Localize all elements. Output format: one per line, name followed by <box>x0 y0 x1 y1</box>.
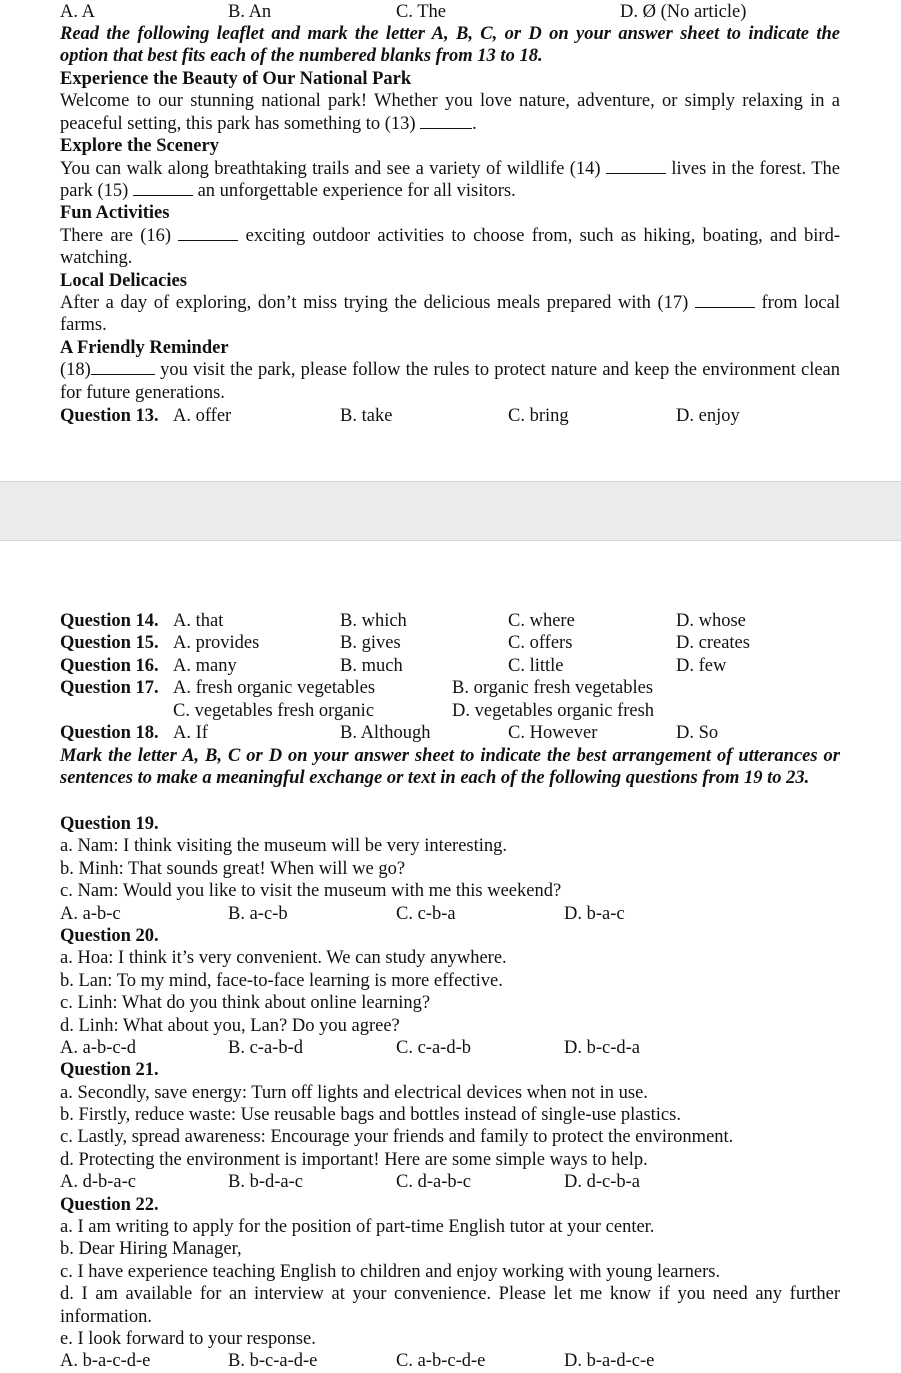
option-a[interactable]: A. d-b-a-c <box>60 1172 137 1193</box>
option-c[interactable]: C. The <box>396 2 447 22</box>
blank-18 <box>91 360 155 375</box>
leaflet <box>60 68 840 404</box>
questions-14-18 <box>60 610 840 744</box>
question-label: Question 18. <box>60 722 159 743</box>
leaflet-intro: Welcome to our stunning national park! Whether you love nature, adventure, or simply relaxing in a peaceful setting, this park has something to (13) . <box>60 91 840 134</box>
option-d[interactable]: D. d-c-b-a <box>564 1172 641 1193</box>
q21-line-d: d. Protecting the environment is important! Here are some simple ways to help. <box>60 1149 648 1170</box>
option-a[interactable]: A. many <box>173 655 237 676</box>
question-21-label: Question 21. <box>60 1060 159 1081</box>
question-17 <box>60 677 840 699</box>
option-c[interactable]: C. c-a-d-b <box>396 1037 471 1058</box>
option-c[interactable]: C. However <box>508 722 598 743</box>
option-c[interactable]: C. bring <box>508 406 569 426</box>
q20-line-d: d. Linh: What about you, Lan? Do you agree? <box>60 1015 400 1036</box>
option-d[interactable]: D. Ø (No article) <box>620 2 747 22</box>
option-a[interactable]: A. offer <box>173 406 232 426</box>
option-c[interactable]: C. vegetables fresh organic <box>173 700 375 721</box>
option-a[interactable]: A. provides <box>173 633 260 654</box>
question-18 <box>60 722 840 744</box>
blank-13 <box>420 114 472 129</box>
question-22-label: Question 22. <box>60 1194 159 1215</box>
leaflet-fun: There are (16) exciting outdoor activities to choose from, such as hiking, boating, and bird-watching. <box>60 225 840 269</box>
q21-line-b: b. Firstly, reduce waste: Use reusable bags and bottles instead of single-use plastics. <box>60 1105 681 1126</box>
question-label: Question 17. <box>60 678 159 699</box>
leaflet-reminder: (18) you visit the park, please follow the rules to protect nature and keep the environment clean for future generations. <box>60 360 840 403</box>
question-20-label: Question 20. <box>60 925 159 946</box>
q22-line-c: c. I have experience teaching English to children and enjoy working with young learners. <box>60 1261 721 1282</box>
question-14 <box>60 610 840 632</box>
option-b[interactable]: B. which <box>340 611 407 631</box>
q19-line-b: b. Minh: That sounds great! When will we go? <box>60 858 406 879</box>
question-label: Question 13. <box>60 406 159 426</box>
prev-question-options <box>60 1 840 23</box>
question-label: Question 14. <box>60 611 159 631</box>
option-b[interactable]: B. An <box>228 2 272 22</box>
q20-line-c: c. Linh: What do you think about online learning? <box>60 993 431 1014</box>
option-d[interactable]: D. vegetables organic fresh <box>452 700 655 721</box>
instruction-13-18: Read the following leaflet and mark the letter A, B, C, or D on your answer sheet to indicate the option that best fits each of the numbered blanks from 13 to 18. <box>60 24 840 67</box>
question-label: Question 15. <box>60 633 159 654</box>
option-b[interactable]: B. much <box>340 655 403 676</box>
option-a[interactable]: A. If <box>173 722 208 743</box>
question-17-row2 <box>60 700 840 722</box>
option-d[interactable]: D. creates <box>676 633 750 654</box>
question-16 <box>60 655 840 677</box>
heading-scenery: Explore the Scenery <box>60 136 219 157</box>
option-d[interactable]: D. So <box>676 722 719 743</box>
option-a[interactable]: A. fresh organic vegetables <box>173 678 376 699</box>
question-21-options <box>60 1171 840 1193</box>
option-a[interactable]: A. A <box>60 2 95 22</box>
option-d[interactable]: D. b-c-d-a <box>564 1037 641 1058</box>
option-d[interactable]: D. whose <box>676 611 746 631</box>
leaflet-title: Experience the Beauty of Our National Park <box>60 69 412 89</box>
question-22-options <box>60 1350 840 1372</box>
option-c[interactable]: C. where <box>508 611 575 631</box>
option-c[interactable]: C. a-b-c-d-e <box>396 1351 486 1372</box>
instruction-19-23: Mark the letter A, B, C or D on your answer sheet to indicate the best arrangement of utterances or sentences to make a meaningful exchange or text in each of the following questions from 19 to 23. <box>60 746 840 789</box>
option-d[interactable]: D. b-a-c <box>564 903 625 924</box>
heading-local: Local Delicacies <box>60 270 187 291</box>
option-a[interactable]: A. a-b-c-d <box>60 1037 137 1058</box>
q20-line-a: a. Hoa: I think it’s very convenient. We can study anywhere. <box>60 948 507 969</box>
option-b[interactable]: B. b-c-a-d-e <box>228 1351 318 1372</box>
blank-14 <box>606 159 666 174</box>
option-b[interactable]: B. gives <box>340 633 401 654</box>
option-a[interactable]: A. that <box>173 611 224 631</box>
option-b[interactable]: B. b-d-a-c <box>228 1172 303 1193</box>
page-break <box>0 481 901 541</box>
q21-line-a: a. Secondly, save energy: Turn off lights and electrical devices when not in use. <box>60 1082 648 1103</box>
questions-19-22 <box>60 813 840 1373</box>
q21-line-c: c. Lastly, spread awareness: Encourage your friends and family to protect the environment. <box>60 1127 734 1148</box>
option-a[interactable]: A. a-b-c <box>60 903 121 924</box>
option-a[interactable]: A. b-a-c-d-e <box>60 1351 151 1372</box>
q22-line-d: d. I am available for an interview at your convenience. Please let me know if you need any further information. <box>60 1284 840 1327</box>
q22-line-b: b. Dear Hiring Manager, <box>60 1239 242 1260</box>
option-c[interactable]: C. offers <box>508 633 573 654</box>
option-d[interactable]: D. b-a-d-c-e <box>564 1351 655 1372</box>
option-b[interactable]: B. take <box>340 406 393 426</box>
option-d[interactable]: D. enjoy <box>676 406 740 426</box>
leaflet-scenery: You can walk along breathtaking trails and see a variety of wildlife (14) lives in the forest. The park (15) an unforgettable experience for all visitors. <box>60 158 840 201</box>
question-15 <box>60 632 840 654</box>
option-b[interactable]: B. Although <box>340 722 431 743</box>
question-19-options <box>60 903 840 925</box>
blank-16 <box>178 226 238 241</box>
q20-line-b: b. Lan: To my mind, face-to-face learning is more effective. <box>60 970 503 991</box>
q19-line-c: c. Nam: Would you like to visit the museum with me this weekend? <box>60 881 562 902</box>
question-19-label: Question 19. <box>60 814 159 834</box>
question-label: Question 16. <box>60 655 159 676</box>
heading-reminder: A Friendly Reminder <box>60 337 229 358</box>
question-13 <box>60 405 840 427</box>
q22-line-a: a. I am writing to apply for the position of part-time English tutor at your center. <box>60 1217 655 1238</box>
option-b[interactable]: B. c-a-b-d <box>228 1037 303 1058</box>
leaflet-local: After a day of exploring, don’t miss trying the delicious meals prepared with (17) from local farms. <box>60 293 840 336</box>
blank-17 <box>695 293 755 308</box>
heading-fun: Fun Activities <box>60 203 170 224</box>
blank-15 <box>133 181 193 196</box>
option-b[interactable]: B. a-c-b <box>228 903 288 924</box>
option-d[interactable]: D. few <box>676 655 727 676</box>
q22-line-e: e. I look forward to your response. <box>60 1329 316 1350</box>
option-c[interactable]: C. d-a-b-c <box>396 1172 471 1193</box>
option-c[interactable]: C. little <box>508 655 564 676</box>
q19-line-a: a. Nam: I think visiting the museum will be very interesting. <box>60 836 508 857</box>
option-b[interactable]: B. organic fresh vegetables <box>452 678 654 699</box>
question-20-options <box>60 1037 840 1059</box>
option-c[interactable]: C. c-b-a <box>396 903 456 924</box>
